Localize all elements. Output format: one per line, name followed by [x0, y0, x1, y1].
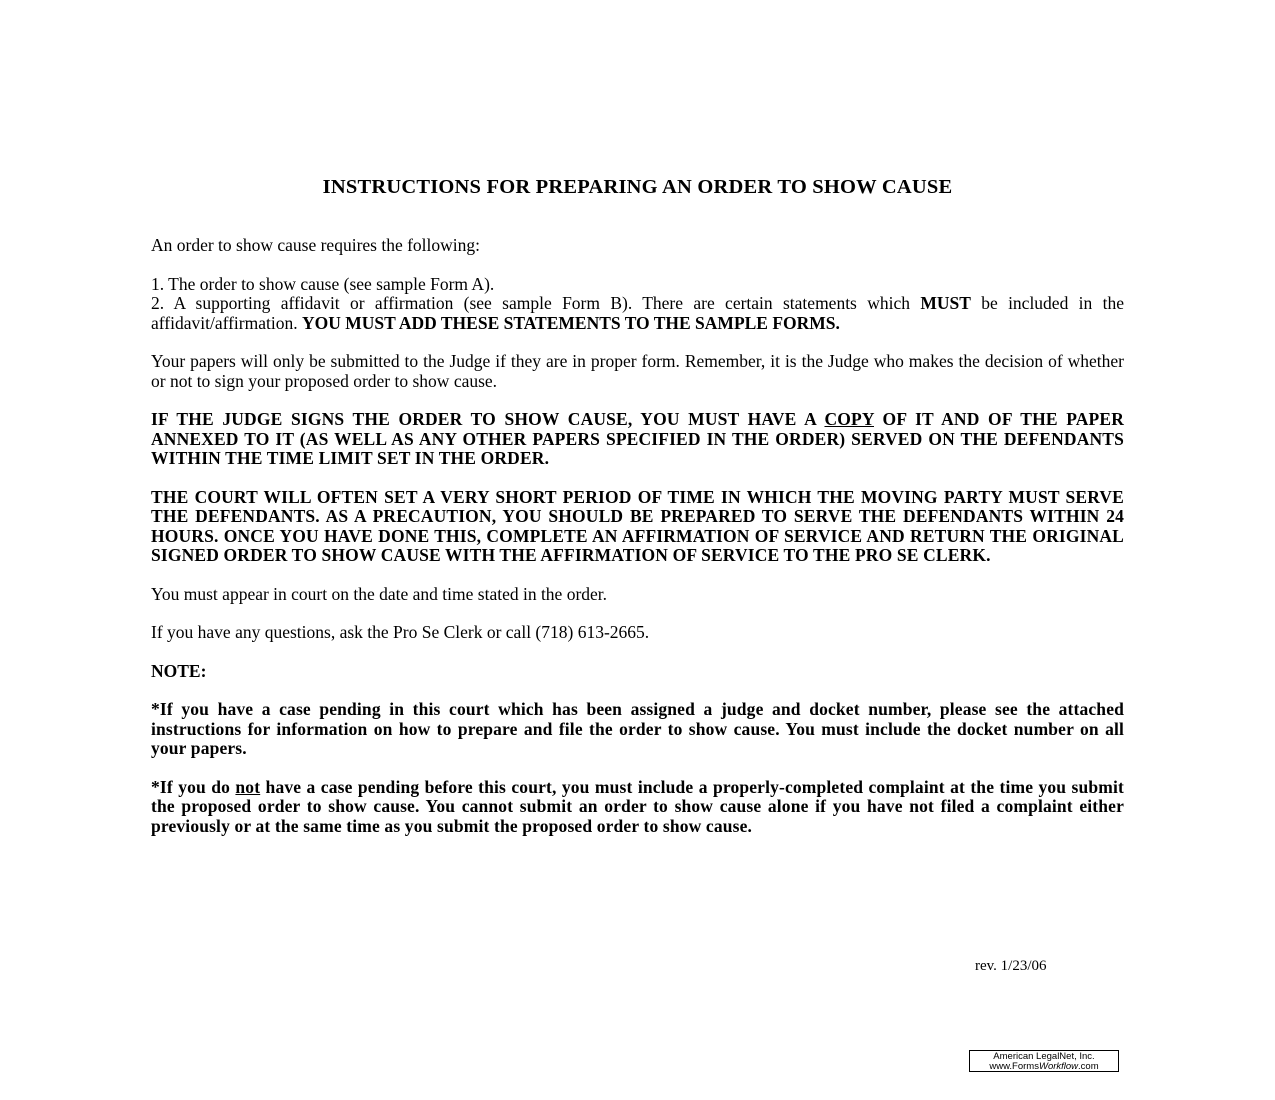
requirements-list [151, 275, 1124, 334]
publisher-stamp [969, 1050, 1119, 1072]
stamp-line-2 [970, 1062, 1118, 1072]
stamp-line-1: American LegalNet, Inc. [993, 1051, 1095, 1062]
note-2-text-b: have a case pending before this court, you must include a properly-completed complaint at the time you submit the proposed order to show cause. You cannot submit an order to show cause alone if you have not filed a complaint either previously or at the same time as you submit the proposed order to show cause. [151, 776, 1124, 836]
court-paragraph: THE COURT WILL OFTEN SET A VERY SHORT PERIOD OF TIME IN WHICH THE MOVING PARTY MUST SERVE THE DEFENDANTS. AS A PRECAUTION, YOU SHOULD BE PREPARED TO SERVE THE DEFENDANTS WITHIN 24 HOURS. ONCE YOU HAVE DONE THIS, COMPLETE AN AFFIRMATION OF SERVICE AND RETURN THE ORIGINAL SIGNED ORDER TO SHOW CAUSE WITH THE AFFIRMATION OF SERVICE TO THE PRO SE CLERK. [151, 486, 1124, 565]
note-2-text-a: *If you do [151, 776, 236, 797]
questions-paragraph: If you have any questions, ask the Pro Se Clerk or call (718) 613-2665. [151, 622, 650, 642]
revision-date: rev. 1/23/06 [975, 958, 1047, 974]
list-item-2-text-b: be included in the affidavit/affirmation. [151, 293, 1124, 333]
appear-paragraph: You must appear in court on the date and time stated in the order. [151, 583, 608, 604]
copy-underlined: COPY [824, 409, 874, 429]
page-title: INSTRUCTIONS FOR PREPARING AN ORDER TO SHOW CAUSE [322, 176, 953, 198]
stamp-url-italic: Workflow [1038, 1061, 1079, 1072]
list-item-2-text-a: 2. A supporting affidavit or affirmation (see sample Form B). There are certain statements which [151, 293, 921, 313]
note-1-paragraph: *If you have a case pending in this court which has been assigned a judge and docket number, please see the attached instructions for information on how to prepare and file the order to show cause. You must include the docket number on all your papers. [151, 699, 1124, 758]
judge-signs-text-a: IF THE JUDGE SIGNS THE ORDER TO SHOW CAUSE, YOU MUST HAVE A [151, 409, 825, 429]
not-underlined: not [235, 776, 261, 797]
must-emphasis: MUST [920, 293, 971, 313]
note-heading: NOTE: [151, 660, 207, 681]
stamp-url-a: www.Forms [989, 1061, 1039, 1072]
document-body [151, 236, 1124, 855]
list-item-1: 1. The order to show cause (see sample Form A). [151, 273, 495, 294]
note-2-paragraph [151, 778, 1124, 837]
intro-paragraph: An order to show cause requires the following: [151, 235, 481, 255]
add-statements-emphasis: YOU MUST ADD THESE STATEMENTS TO THE SAMPLE FORMS. [301, 312, 840, 333]
judge-signs-paragraph [151, 410, 1124, 469]
stamp-url-b: .com [1078, 1061, 1099, 1072]
list-item-2 [151, 294, 1124, 333]
judge-signs-text-b: OF IT AND OF THE PAPER ANNEXED TO IT (AS WELL AS ANY OTHER PAPERS SPECIFIED IN THE ORDER) SERVED ON THE DEFENDANTS WITHIN THE TIME LIMIT SET IN THE ORDER. [151, 409, 1124, 468]
papers-paragraph: Your papers will only be submitted to the Judge if they are in proper form. Remember, it is the Judge who makes the decision of whether or not to sign your proposed order to show cause. [151, 351, 1124, 391]
